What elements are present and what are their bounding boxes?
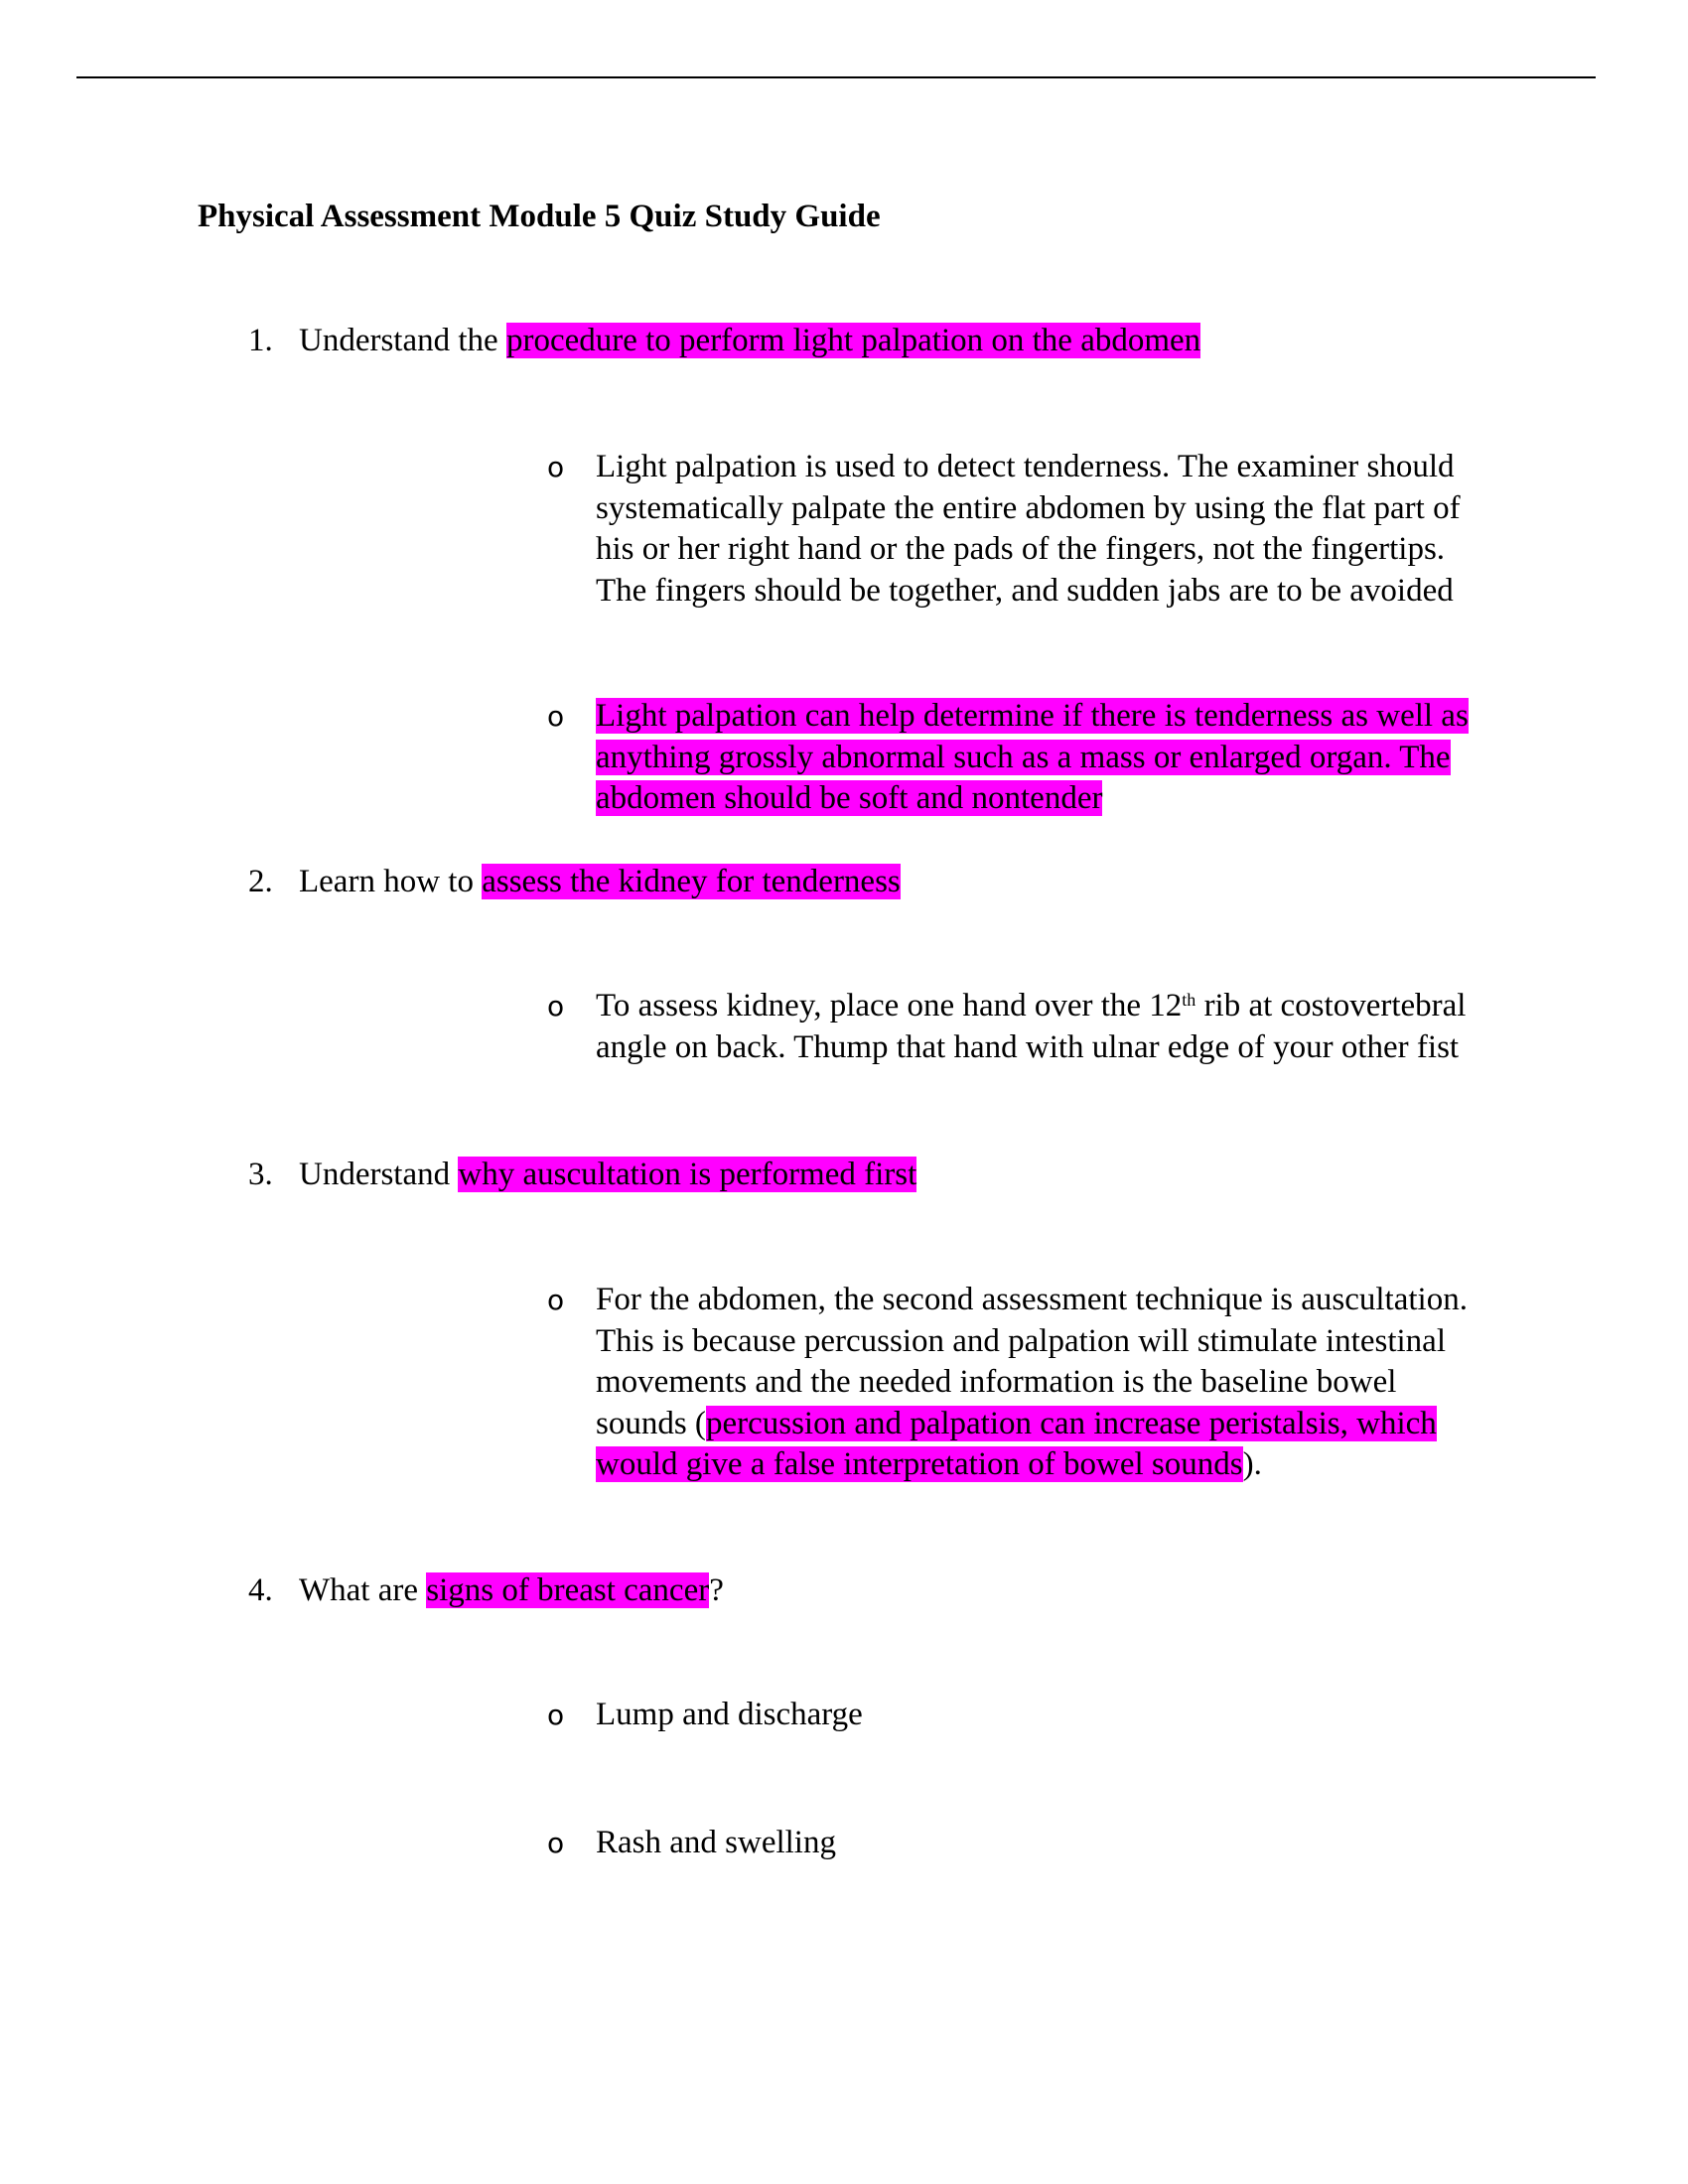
bullet-icon: o: [547, 990, 565, 1023]
item-text: Learn how to assess the kidney for tenderness: [299, 864, 901, 899]
item-number: 1.: [248, 323, 273, 358]
highlighted-text: signs of breast cancer: [426, 1572, 710, 1608]
bullet-icon: o: [547, 1699, 565, 1731]
highlighted-text: Light palpation can help determine if there is tenderness as well as: [596, 698, 1469, 734]
highlighted-text: procedure to perform light palpation on the abdomen: [505, 323, 1201, 358]
superscript: th: [1182, 990, 1196, 1010]
bullet-text: To assess kidney, place one hand over the 12th rib at costovertebral angle on back. Thump that hand with ulnar edge of your other fist: [596, 988, 1467, 1065]
bullet-text: Lump and discharge: [596, 1697, 863, 1732]
bullet-text: For the abdomen, the second assessment technique is auscultation. This is because percussion and palpation will stimulate intestinal movements and the needed information is the baseline bowel sounds (percussion and palpation can increase peristalsis, which would give a false interpretation of bowel sounds).: [596, 1282, 1468, 1482]
highlighted-text: percussion and palpation can increase peristalsis, which: [705, 1405, 1437, 1441]
item-text: Understand the procedure to perform light palpation on the abdomen: [299, 323, 1201, 358]
bullet-text: [596, 696, 1549, 820]
item-text: Understand why auscultation is performed first: [299, 1157, 917, 1192]
bullet-icon: o: [547, 700, 565, 733]
highlighted-text: why auscultation is performed first: [458, 1157, 917, 1192]
item-number: 2.: [248, 864, 273, 899]
bullet-text: Light palpation is used to detect tenderness. The examiner should systematically palpate the entire abdomen by using the flat part of his or her right hand or the pads of the fingers, not the fingertips. The fingers should be together, and sudden jabs are to be avoided: [596, 449, 1461, 609]
header-rule: [76, 76, 1596, 78]
highlighted-text: assess the kidney for tenderness: [482, 864, 901, 899]
item-text: What are signs of breast cancer?: [299, 1572, 724, 1608]
page-title: Physical Assessment Module 5 Quiz Study Guide: [198, 199, 881, 234]
item-number: 4.: [248, 1572, 273, 1608]
bullet-icon: o: [547, 1827, 565, 1859]
bullet-text: Rash and swelling: [596, 1825, 836, 1860]
item-number: 3.: [248, 1157, 273, 1192]
highlighted-text: abdomen should be soft and nontender: [596, 780, 1103, 816]
bullet-icon: o: [547, 1284, 565, 1316]
highlighted-text: anything grossly abnormal such as a mass or enlarged organ. The: [596, 739, 1451, 775]
bullet-icon: o: [547, 451, 565, 483]
highlighted-text: would give a false interpretation of bowel sounds: [596, 1446, 1243, 1482]
